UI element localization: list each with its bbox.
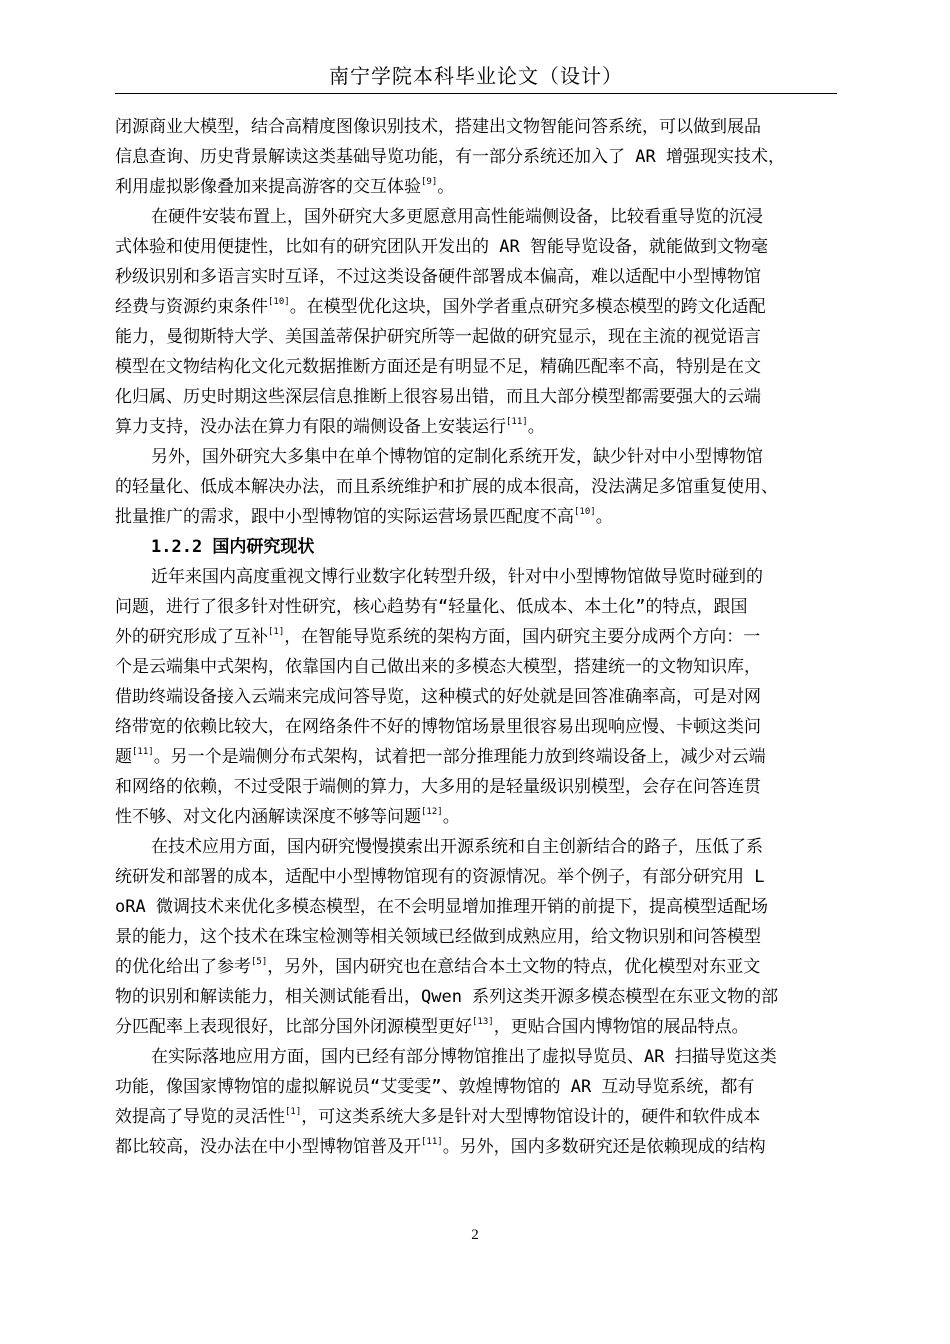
text-segment: 闭源商业大模型，结合高精度图像识别技术，搭建出文物智能问答系统，可以做到展品: [115, 117, 761, 137]
text-line: [115, 292, 837, 322]
text-line: [115, 952, 837, 982]
text-segment: 。: [527, 417, 545, 437]
citation-ref: [5]: [251, 957, 268, 968]
text-segment: oRA 微调技术来优化多模态模型，在不会明显增加推理开销的前提下，提高模型适配场: [115, 897, 768, 917]
text-segment: 问题，进行了很多针对性研究，核心趋势有“轻量化、低成本、本土化”的特点，跟国: [115, 597, 748, 617]
text-segment: 秒级识别和多语言实时互译，不过这类设备硬件部署成本偏高，难以适配中小型博物馆: [115, 267, 761, 287]
citation-ref: [11]: [132, 747, 154, 758]
text-segment: 化归属、历史时期这些深层信息推断上很容易出错，而且大部分模型都需要强大的云端: [115, 387, 761, 407]
text-line: [115, 1072, 837, 1102]
body-text: [115, 112, 837, 1162]
text-segment: 的轻量化、低成本解决办法，而且系统维护和扩展的成本很高，没法满足多馆重复使用、: [115, 477, 778, 497]
text-line: [115, 1042, 837, 1072]
text-segment: 在技术应用方面，国内研究慢慢摸索出开源系统和自主创新结合的路子，压低了系: [151, 837, 763, 857]
text-line: [115, 442, 837, 472]
text-segment: 经费与资源约束条件: [115, 297, 268, 317]
text-segment: 分匹配率上表现很好，比部分国外闭源模型更好: [115, 1017, 472, 1037]
text-line: [115, 382, 837, 412]
text-segment: 。: [442, 807, 460, 827]
text-line: [115, 202, 837, 232]
text-line: [115, 142, 837, 172]
text-line: [115, 502, 837, 532]
text-segment: 性不够、对文化内涵解读深度不够等问题: [115, 807, 421, 827]
text-segment: 。在模型优化这块，国外学者重点研究多模态模型的跨文化适配: [289, 297, 766, 317]
text-segment: 。: [595, 507, 613, 527]
text-segment: 信息查询、历史背景解读这类基础导览功能，有一部分系统还加入了 AR 增强现实技术，: [115, 147, 785, 167]
text-line: [115, 682, 837, 712]
text-line: [115, 742, 837, 772]
text-segment: 1.2.2 国内研究现状: [151, 537, 315, 557]
text-segment: 功能，像国家博物馆的虚拟解说员“艾雯雯”、敦煌博物馆的 AR 互动导览系统，都有: [115, 1077, 755, 1097]
citation-ref: [12]: [421, 807, 443, 818]
text-segment: 模型在文物结构化文化元数据推断方面还是有明显不足，精确匹配率不高，特别是在文: [115, 357, 761, 377]
text-segment: 效提高了导览的灵活性: [115, 1107, 285, 1127]
citation-ref: [10]: [574, 507, 596, 518]
citation-ref: [1]: [285, 1107, 302, 1118]
text-segment: 在硬件安装布置上，国外研究大多更愿意用高性能端侧设备，比较看重导览的沉浸: [151, 207, 763, 227]
text-segment: ，可这类系统大多是针对大型博物馆设计的，硬件和软件成本: [301, 1107, 761, 1127]
text-segment: 另外，国外研究大多集中在单个博物馆的定制化系统开发，缺少针对中小型博物馆: [151, 447, 763, 467]
text-segment: 物的识别和解读能力，相关测试能看出，Qwen 系列这类开源多模态模型在东亚文物的部: [115, 987, 779, 1007]
text-segment: 利用虚拟影像叠加来提高游客的交互体验: [115, 177, 421, 197]
text-segment: 批量推广的需求，跟中小型博物馆的实际运营场景匹配度不高: [115, 507, 574, 527]
section-heading: [115, 532, 837, 562]
page-header-title: 南宁学院本科毕业论文（设计）: [329, 64, 623, 88]
text-segment: 和网络的依赖，不过受限于端侧的算力，大多用的是轻量级识别模型，会存在问答连贯: [115, 777, 761, 797]
citation-ref: [13]: [472, 1017, 494, 1028]
text-line: [115, 712, 837, 742]
citation-ref: [11]: [421, 1137, 443, 1148]
text-segment: 景的能力，这个技术在珠宝检测等相关领域已经做到成熟应用，给文物识别和问答模型: [115, 927, 761, 947]
text-segment: 外的研究形成了互补: [115, 627, 268, 647]
text-segment: 。: [437, 177, 455, 197]
text-line: [115, 352, 837, 382]
text-segment: 都比较高，没办法在中小型博物馆普及开: [115, 1137, 421, 1157]
text-line: [115, 802, 837, 832]
text-line: [115, 862, 837, 892]
text-line: [115, 622, 837, 652]
text-line: [115, 322, 837, 352]
text-line: [115, 652, 837, 682]
header-divider: [115, 93, 837, 94]
text-segment: 题: [115, 747, 132, 767]
text-line: [115, 832, 837, 862]
text-line: [115, 172, 837, 202]
text-line: [115, 472, 837, 502]
citation-ref: [10]: [268, 297, 290, 308]
text-segment: ，更贴合国内博物馆的展品特点。: [493, 1017, 749, 1037]
text-line: [115, 922, 837, 952]
citation-ref: [11]: [506, 417, 528, 428]
text-segment: 。另外，国内多数研究还是依赖现成的结构: [442, 1137, 766, 1157]
page-number: 2: [471, 1227, 479, 1243]
text-segment: 在实际落地应用方面，国内已经有部分博物馆推出了虚拟导览员、AR 扫描导览这类: [151, 1047, 777, 1067]
text-line: [115, 1102, 837, 1132]
text-segment: 。另一个是端侧分布式架构，试着把一部分推理能力放到终端设备上，减少对云端: [153, 747, 766, 767]
text-segment: 能力，曼彻斯特大学、美国盖蒂保护研究所等一起做的研究显示，现在主流的视觉语言: [115, 327, 761, 347]
text-line: [115, 412, 837, 442]
text-segment: 的优化给出了参考: [115, 957, 251, 977]
text-line: [115, 592, 837, 622]
text-segment: ，另外，国内研究也在意结合本土文物的特点，优化模型对东亚文: [267, 957, 761, 977]
text-segment: 算力支持，没办法在算力有限的端侧设备上安装运行: [115, 417, 506, 437]
text-segment: ，在智能导览系统的架构方面，国内研究主要分成两个方向：一: [284, 627, 761, 647]
text-line: [115, 892, 837, 922]
text-segment: 统研发和部署的成本，适配中小型博物馆现有的资源情况。举个例子，有部分研究用 L: [115, 867, 765, 887]
text-line: [115, 982, 837, 1012]
citation-ref: [1]: [268, 627, 285, 638]
text-segment: 近年来国内高度重视文博行业数字化转型升级，针对中小型博物馆做导览时碰到的: [151, 567, 763, 587]
text-line: [115, 232, 837, 262]
citation-ref: [9]: [421, 177, 438, 188]
text-line: [115, 562, 837, 592]
text-line: [115, 1012, 837, 1042]
text-segment: 借助终端设备接入云端来完成问答导览，这种模式的好处就是回答准确率高，可是对网: [115, 687, 761, 707]
text-segment: 式体验和使用便捷性，比如有的研究团队开发出的 AR 智能导览设备，就能做到文物毫: [115, 237, 768, 257]
text-line: [115, 112, 837, 142]
text-line: [115, 772, 837, 802]
text-line: [115, 262, 837, 292]
text-segment: 络带宽的依赖比较大，在网络条件不好的博物馆场景里很容易出现响应慢、卡顿这类问: [115, 717, 761, 737]
text-line: [115, 1132, 837, 1162]
text-segment: 个是云端集中式架构，依靠国内自己做出来的多模态大模型，搭建统一的文物知识库，: [115, 657, 761, 677]
